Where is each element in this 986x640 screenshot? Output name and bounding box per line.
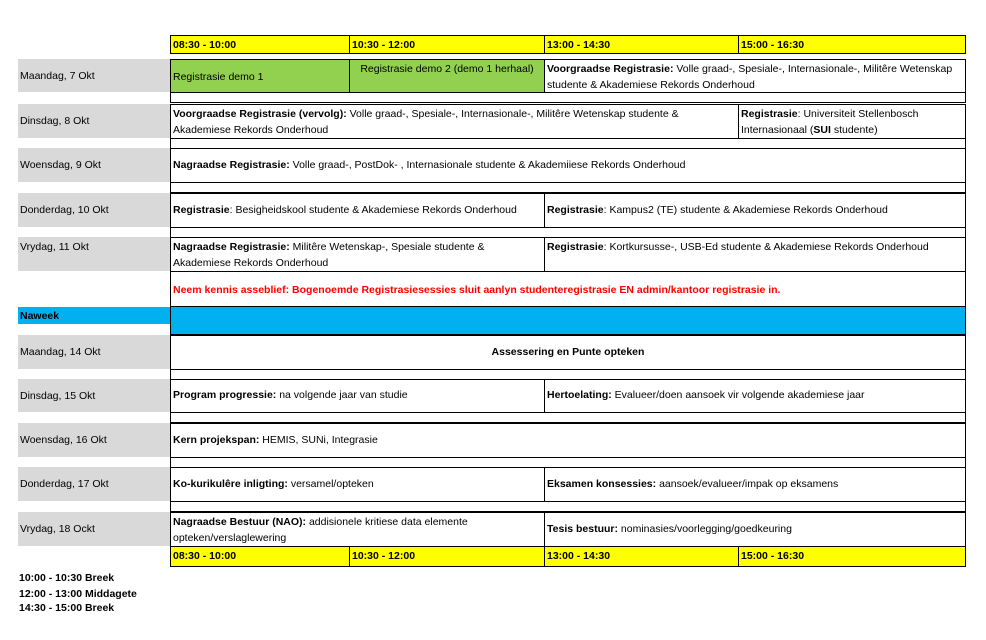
session-postgrad-military: Nagraadse Registrasie: Militêre Wetenskap-, Spesiale studente & Akademiese Rekords Onderhoud bbox=[170, 237, 545, 272]
time-header-2: 10:30 - 12:00 bbox=[349, 35, 545, 54]
session-undergrad-continued: Voorgraadse Registrasie (vervolg): Volle graad-, Spesiale-, Internasionale-, Militêre Wetenskap studente & Akademiese Rekords Onderhoud bbox=[170, 104, 739, 139]
session-assessment: Assessering en Punte opteken bbox=[170, 335, 966, 370]
session-exam-concessions: Eksamen konsessies: aansoek/evalueer/impak op eksamens bbox=[544, 467, 966, 502]
day-label: Donderdag, 10 Okt bbox=[18, 193, 170, 227]
day-label: Maandag, 14 Okt bbox=[18, 335, 170, 369]
session-sui-registration: Registrasie: Universiteit Stellenbosch Internasionaal (SUI studente) bbox=[738, 104, 966, 139]
session-postgrad-registration: Nagraadse Registrasie: Volle graad-, PostDok- , Internasionale studente & Akademiiese Rekords Onderhoud bbox=[170, 148, 966, 183]
session-undergrad-registration: Voorgraadse Registrasie: Volle graad-, Spesiale-, Internasionale-, Militêre Wetenskap studente & Akademiese Rekords Onderhoud bbox=[544, 59, 966, 93]
time-header-3: 13:00 - 14:30 bbox=[544, 35, 739, 54]
spacer-row bbox=[170, 412, 966, 423]
session-co-curricular: Ko-kurikulêre inligting: versamel/opteken bbox=[170, 467, 545, 502]
time-footer-2: 10:30 - 12:00 bbox=[349, 546, 545, 567]
legend-lunch: 12:00 - 13:00 Middagete bbox=[19, 588, 137, 600]
day-label: Vrydag, 11 Okt bbox=[18, 237, 170, 271]
time-footer-3: 13:00 - 14:30 bbox=[544, 546, 739, 567]
spacer-row bbox=[170, 182, 966, 193]
spacer-row bbox=[170, 92, 966, 103]
spacer-row bbox=[170, 501, 966, 512]
legend-break-2: 14:30 - 15:00 Breek bbox=[19, 602, 115, 614]
day-label: Woensdag, 9 Okt bbox=[18, 148, 170, 182]
day-label: Donderdag, 17 Okt bbox=[18, 467, 170, 501]
session-demo-1: Registrasie demo 1 bbox=[170, 59, 350, 93]
session-short-courses: Registrasie: Kortkursusse-, USB-Ed studente & Akademiese Rekords Onderhoud bbox=[544, 237, 966, 272]
session-program-progression: Program progressie: na volgende jaar van studie bbox=[170, 379, 545, 413]
day-label: Maandag, 7 Okt bbox=[18, 59, 170, 92]
time-footer-4: 15:00 - 16:30 bbox=[738, 546, 966, 567]
session-core-project-team: Kern projekspan: HEMIS, SUNi, Integrasie bbox=[170, 423, 966, 458]
weekend-band bbox=[170, 306, 966, 335]
day-label: Vrydag, 18 Ockt bbox=[18, 512, 170, 546]
session-demo-2: Registrasie demo 2 (demo 1 herhaal) bbox=[349, 59, 545, 93]
session-thesis-management: Tesis bestuur: nominasies/voorlegging/goedkeuring bbox=[544, 512, 966, 547]
day-label: Dinsdag, 8 Okt bbox=[18, 104, 170, 138]
session-postgrad-management: Nagraadse Bestuur (NAO): addisionele kritiese data elemente opteken/verslaglewering bbox=[170, 512, 545, 547]
session-readmission: Hertoelating: Evalueer/doen aansoek vir volgende akademiese jaar bbox=[544, 379, 966, 413]
session-business-school: Registrasie: Besigheidskool studente & Akademiese Rekords Onderhoud bbox=[170, 193, 545, 228]
time-footer-1: 08:30 - 10:00 bbox=[170, 546, 350, 567]
weekend-label: Naweek bbox=[18, 307, 170, 324]
time-header-1: 08:30 - 10:00 bbox=[170, 35, 350, 54]
time-header-4: 15:00 - 16:30 bbox=[738, 35, 966, 54]
registration-notice: Neem kennis asseblief: Bogenoemde Registrasiesessies sluit aanlyn studenteregistrasie EN admin/kantoor registrasie in. bbox=[170, 271, 966, 307]
legend-break-1: 10:00 - 10:30 Breek bbox=[19, 572, 115, 584]
day-label: Woensdag, 16 Okt bbox=[18, 423, 170, 457]
day-label: Dinsdag, 15 Okt bbox=[18, 379, 170, 412]
session-campus2: Registrasie: Kampus2 (TE) studente & Akademiese Rekords Onderhoud bbox=[544, 193, 966, 228]
